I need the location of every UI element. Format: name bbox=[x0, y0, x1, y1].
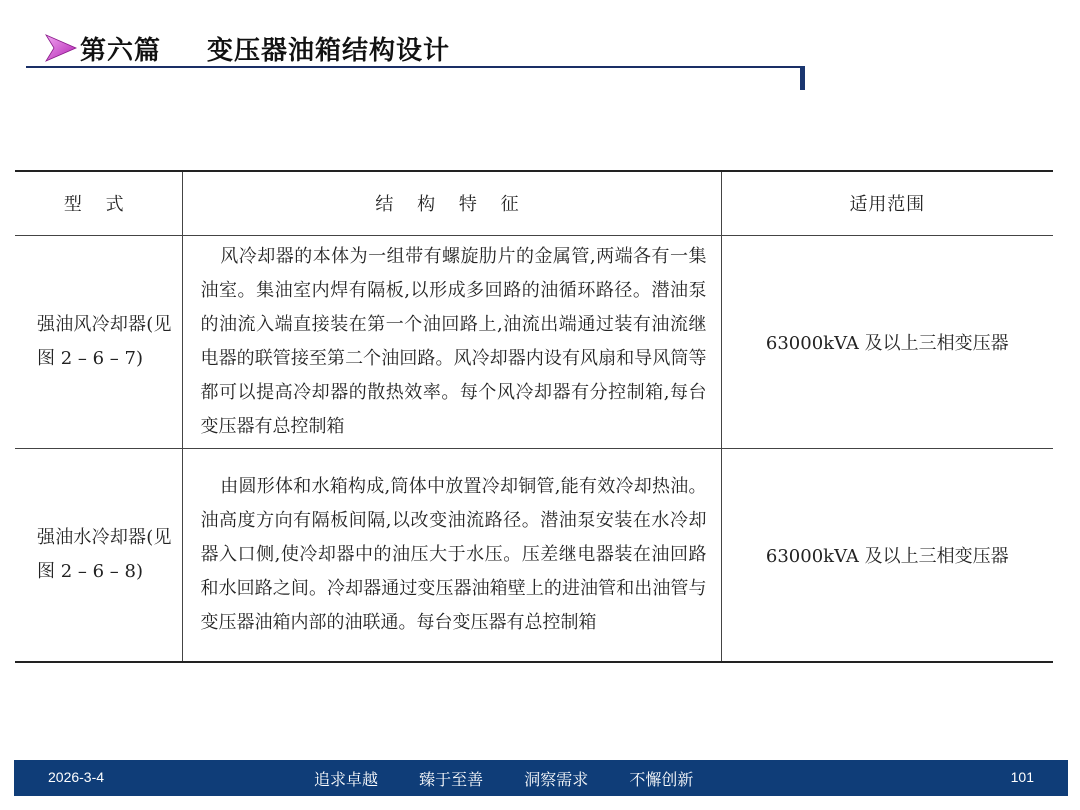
motto-2: 臻于至善 bbox=[419, 770, 484, 789]
page-title: 变压器油箱结构设计 bbox=[207, 35, 451, 66]
table-row bbox=[15, 448, 1053, 662]
description-cell: 风冷却器的本体为一组带有螺旋肋片的金属管,两端各有一集油室。集油室内焊有隔板,以形成多回路的油循环路径。潜油泵的油流入端直接装在第一个油回路上,油流出端通过装有油流继电器的联管接至第二个油回路。风冷却器内设有风扇和导风筒等都可以提高冷却器的散热效率。每个风冷却器有分控制箱,每台变压器有总控制箱 bbox=[182, 235, 721, 448]
header-scope: 适用范围 bbox=[721, 171, 1053, 235]
type-cell: 强油风冷却器(见图 2 – 6 – 7) bbox=[15, 235, 182, 448]
title-underline bbox=[26, 66, 802, 68]
header-structure: 结 构 特 征 bbox=[182, 171, 721, 235]
motto-1: 追求卓越 bbox=[314, 770, 379, 789]
type-cell: 强油水冷却器(见图 2 – 6 – 8) bbox=[15, 448, 182, 662]
description-cell: 由圆形体和水箱构成,筒体中放置冷却铜管,能有效冷却热油。油高度方向有隔板间隔,以改变油流路径。潜油泵安装在水冷却器入口侧,使冷却器中的油压大于水压。压差继电器装在油回路和水回路之间。冷却器通过变压器油箱壁上的进油管和出油管与变压器油箱内部的油联通。每台变压器有总控制箱 bbox=[182, 448, 721, 662]
scope-cell: 63000kVA 及以上三相变压器 bbox=[721, 235, 1053, 448]
page-number: 101 bbox=[1010, 769, 1034, 785]
scope-cell: 63000kVA 及以上三相变压器 bbox=[721, 448, 1053, 662]
slide-title-bar bbox=[44, 30, 450, 66]
chapter-label: 第六篇 bbox=[80, 35, 162, 66]
footer-bar bbox=[14, 760, 1068, 796]
table-header-row bbox=[15, 171, 1053, 235]
table-row bbox=[15, 235, 1053, 448]
title-underline-end bbox=[800, 66, 805, 90]
arrow-right-icon bbox=[44, 33, 78, 63]
footer-mottos bbox=[314, 767, 729, 790]
header-type: 型 式 bbox=[15, 171, 182, 235]
motto-3: 洞察需求 bbox=[524, 770, 589, 789]
motto-4: 不懈创新 bbox=[629, 770, 694, 789]
cooler-spec-table bbox=[15, 170, 1053, 663]
footer-date: 2026-3-4 bbox=[48, 769, 105, 785]
